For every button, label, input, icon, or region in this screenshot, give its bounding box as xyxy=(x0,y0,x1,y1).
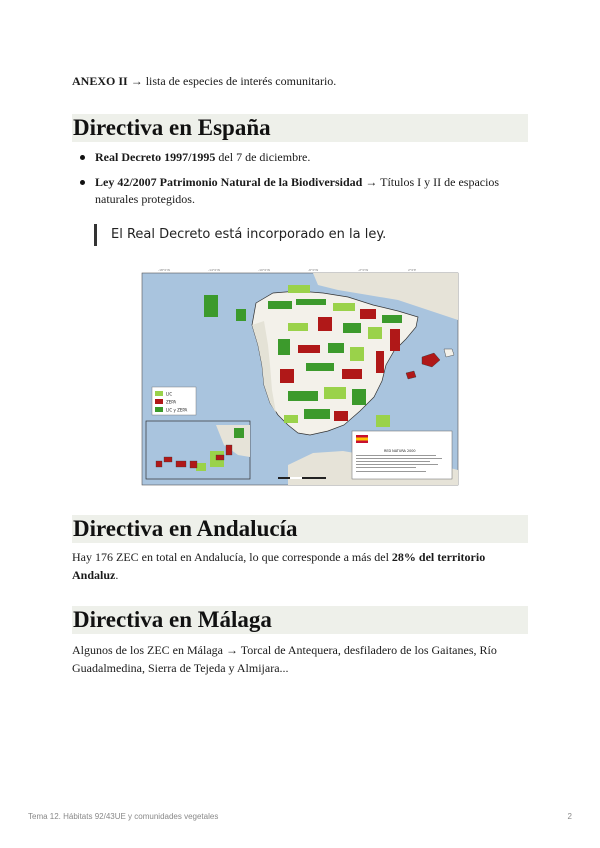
footer-title: Tema 12. Hábitats 92/43UE y comunidades vegetales xyxy=(28,812,219,821)
andalucia-paragraph xyxy=(72,548,528,584)
offshore-zone xyxy=(288,285,310,293)
map-title: RED NATURA 2000 xyxy=(384,449,416,453)
andalucia-text: Hay 176 ZEC en total en Andalucía, lo que corresponde a más del xyxy=(72,550,392,564)
anexo-text: → lista de especies de interés comunitario. xyxy=(127,74,337,88)
list-item xyxy=(72,174,528,208)
legend-lic-swatch xyxy=(155,391,163,396)
malaga-paragraph: Algunos de los ZEC en Málaga → Torcal de Antequera, desfiladero de los Gaitanes, Río Guadalmedina, Sierra de Tejeda y Almijara... xyxy=(72,643,497,675)
bullet-icon xyxy=(80,155,85,160)
svg-text:-2°0'W: -2°0'W xyxy=(358,268,369,272)
bullet-text: del 7 de diciembre. xyxy=(215,150,311,164)
spain-flag-stripe xyxy=(356,438,368,441)
anexo-paragraph xyxy=(72,73,336,89)
andalucia-end: . xyxy=(115,568,119,582)
offshore-zone xyxy=(376,415,390,427)
heading-andalucia: Directiva en Andalucía xyxy=(72,515,528,543)
list-item xyxy=(72,149,528,166)
heading-malaga: Directiva en Málaga xyxy=(72,606,528,634)
inset-zone xyxy=(234,428,244,438)
red-natura-map-image xyxy=(138,265,462,490)
bullet-bold: Ley 42/2007 Patrimonio Natural de la Biodiversidad xyxy=(95,175,363,189)
anexo-label: ANEXO II xyxy=(72,74,128,88)
page-number: 2 xyxy=(567,812,572,821)
legend-lic-label: LIC xyxy=(166,391,173,397)
bullet-text: → Títulos I y II de espacios naturales protegidos. xyxy=(95,175,500,206)
inset-zone xyxy=(196,463,206,471)
bullet-icon xyxy=(80,180,85,185)
svg-text:-14°0'W: -14°0'W xyxy=(208,268,221,272)
map-svg xyxy=(138,265,462,490)
legend-zepa-swatch xyxy=(155,399,163,404)
svg-text:-18°0'W: -18°0'W xyxy=(158,268,171,272)
blockquote: El Real Decreto está incorporado en la ley. xyxy=(94,224,386,246)
espana-bullet-list xyxy=(72,149,528,216)
legend-both-swatch xyxy=(155,407,163,412)
offshore-zone xyxy=(236,309,246,321)
offshore-zone xyxy=(204,295,218,317)
svg-text:-6°0'W: -6°0'W xyxy=(308,268,319,272)
andalucia-bold: 28% del territorio Andaluz xyxy=(72,550,486,582)
legend-both-label: LIC y ZEPA xyxy=(166,407,188,413)
svg-text:-10°0'W: -10°0'W xyxy=(258,268,271,272)
map-scale-bar-segment xyxy=(290,477,302,479)
bullet-bold: Real Decreto 1997/1995 xyxy=(95,150,216,164)
heading-espana: Directiva en España xyxy=(72,114,528,142)
legend-zepa-label: ZEPA xyxy=(166,399,177,405)
svg-text:2°0'E: 2°0'E xyxy=(408,268,417,272)
